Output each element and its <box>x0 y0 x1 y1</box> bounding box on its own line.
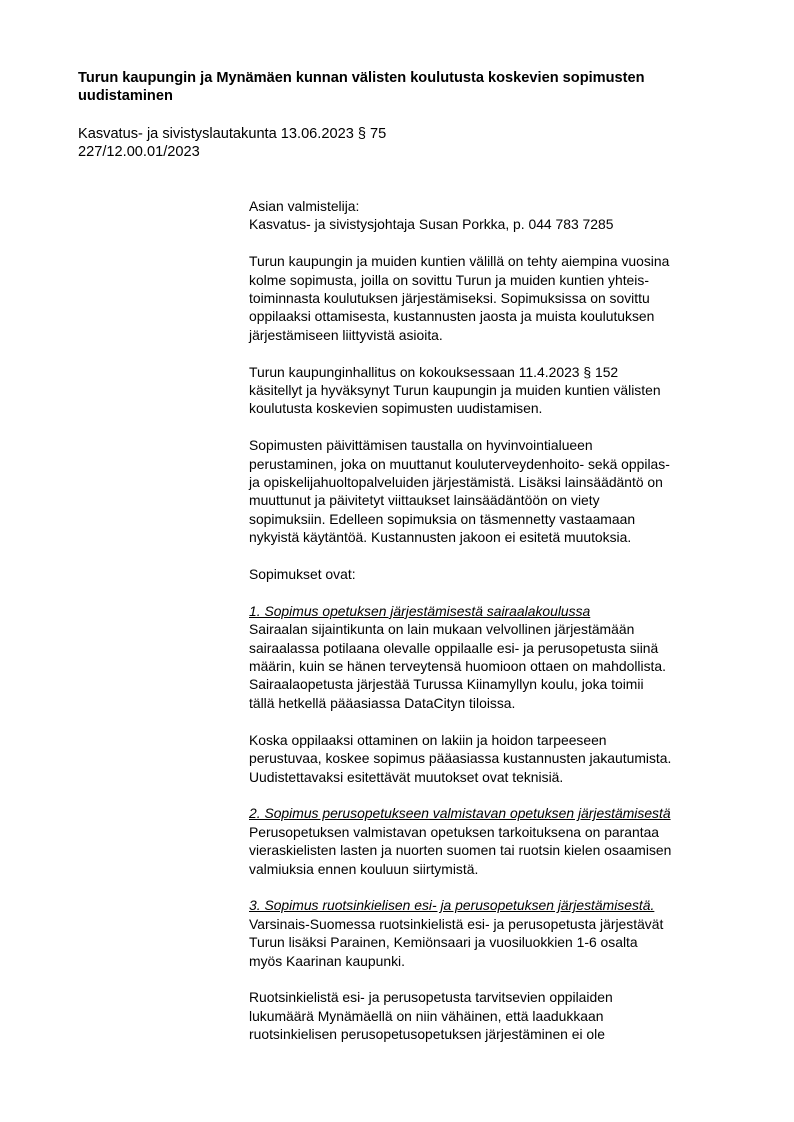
paragraph-line: sairaalassa potilaana olevalle oppilaalle esi- ja perusopetusta siinä <box>249 639 659 656</box>
paragraph-line: vieraskielisten lasten ja nuorten suomen tai ruotsin kielen osaamisen <box>249 842 672 859</box>
paragraph-line: Sopimusten päivittämisen taustalla on hyvinvointialueen <box>249 437 593 454</box>
paragraph-line: Koska oppilaaksi ottaminen on lakiin ja hoidon tarpeeseen <box>249 731 607 748</box>
meeting-reference: Kasvatus- ja sivistyslautakunta 13.06.2023 § 75 <box>78 126 387 142</box>
paragraph-line: myös Kaarinan kaupunki. <box>249 952 405 969</box>
paragraph-updates <box>249 436 749 546</box>
agreement-2 <box>249 804 749 878</box>
paragraph-line: valmiuksia ennen kouluun siirtymistä. <box>249 860 479 877</box>
paragraph-line: oppilaaksi ottamisesta, kustannusten jaosta ja muista koulutuksen <box>249 308 655 325</box>
paragraph-line: Turun lisäksi Parainen, Kemiönsaari ja vuosiluokkien 1-6 osalta <box>249 934 638 951</box>
paragraph-line: perustuvaa, koskee sopimus pääasiassa kustannusten jakautumista. <box>249 750 672 767</box>
document-title <box>78 69 738 105</box>
spacer <box>249 344 749 362</box>
title-line: Turun kaupungin ja Mynämäen kunnan välisten koulutusta koskevien sopimusten <box>78 70 645 86</box>
spacer <box>249 547 749 565</box>
paragraph-line: käsitellyt ja hyväksynyt Turun kaupungin ja muiden kuntien välisten <box>249 382 661 399</box>
spacer <box>249 878 749 896</box>
meeting-info <box>78 125 386 161</box>
list-intro: Sopimukset ovat: <box>249 566 356 583</box>
paragraph-line: muuttunut ja päivitetyt viittaukset lainsäädäntöön on viety <box>249 492 600 509</box>
spacer <box>249 786 749 804</box>
paragraph-line: sopimuksiin. Edelleen sopimuksia on täsmennetty vastaamaan <box>249 510 636 527</box>
paragraph-line: Varsinais-Suomessa ruotsinkielistä esi- ja perusopetusta järjestävät <box>249 915 664 932</box>
title-line: uudistaminen <box>78 88 173 104</box>
paragraph-line: Turun kaupunginhallitus on kokouksessaan 11.4.2023 § 152 <box>249 363 619 380</box>
document-body <box>249 197 749 1044</box>
spacer <box>249 583 749 601</box>
paragraph-line: määrin, kuin se hänen terveytensä huomioon ottaen on mahdollista. <box>249 658 666 675</box>
spacer <box>249 418 749 436</box>
paragraph-line: Ruotsinkielistä esi- ja perusopetusta tarvitsevien oppilaiden <box>249 989 613 1006</box>
agreement-3-heading: 3. Sopimus ruotsinkielisen esi- ja perusopetuksen järjestämisestä. <box>249 897 655 914</box>
agreement-1-heading: 1. Sopimus opetuksen järjestämisestä sairaalakoulussa <box>249 602 591 619</box>
paragraph-line: Turun kaupungin ja muiden kuntien välillä on tehty aiempina vuosina <box>249 253 670 270</box>
spacer <box>249 234 749 252</box>
paragraph-line: perustaminen, joka on muuttanut kouluterveydenhoito- sekä oppilas- <box>249 455 670 472</box>
paragraph-line: koulutusta koskevien sopimusten uudistamisen. <box>249 400 543 417</box>
agreement-1 <box>249 602 749 786</box>
paragraph-line: kolme sopimusta, joilla on sovittu Turun ja muiden kuntien yhteis- <box>249 271 649 288</box>
preparer: Kasvatus- ja sivistysjohtaja Susan Porkka, p. 044 783 7285 <box>249 216 614 233</box>
paragraph-line: lukumäärä Mynämäellä on niin vähäinen, että laadukkaan <box>249 1007 604 1024</box>
paragraph-line: Uudistettavaksi esitettävät muutokset ovat teknisiä. <box>249 768 564 785</box>
paragraph-line: tällä hetkellä pääasiassa DataCityn tiloissa. <box>249 694 516 711</box>
agreement-3 <box>249 896 749 1043</box>
paragraph-line: toiminnasta koulutuksen järjestämiseksi. Sopimuksissa on sovittu <box>249 290 650 307</box>
preparer-label: Asian valmistelija: <box>249 198 360 214</box>
record-id: 227/12.00.01/2023 <box>78 144 200 160</box>
paragraph-line: ja opiskelijahuoltopalveluiden järjestämistä. Lisäksi lainsäädäntö on <box>249 474 663 491</box>
spacer <box>249 712 749 730</box>
agreement-2-heading: 2. Sopimus perusopetukseen valmistavan opetuksen järjestämisestä <box>249 805 671 822</box>
paragraph-line: ruotsinkielisen perusopetusopetuksen järjestäminen ei ole <box>249 1026 605 1043</box>
paragraph-line: järjestämiseen liittyvistä asioita. <box>249 326 443 343</box>
spacer <box>249 970 749 988</box>
paragraph-background <box>249 252 749 344</box>
paragraph-city-board <box>249 363 749 418</box>
paragraph-line: nykyistä käytäntöä. Kustannusten jakoon ei esitetä muutoksia. <box>249 529 632 546</box>
paragraph-line: Sairaalaopetusta järjestää Turussa Kiinamyllyn koulu, joka toimii <box>249 676 644 693</box>
paragraph-line: Perusopetuksen valmistavan opetuksen tarkoituksena on parantaa <box>249 823 660 840</box>
paragraph-line: Sairaalan sijaintikunta on lain mukaan velvollinen järjestämään <box>249 621 635 638</box>
